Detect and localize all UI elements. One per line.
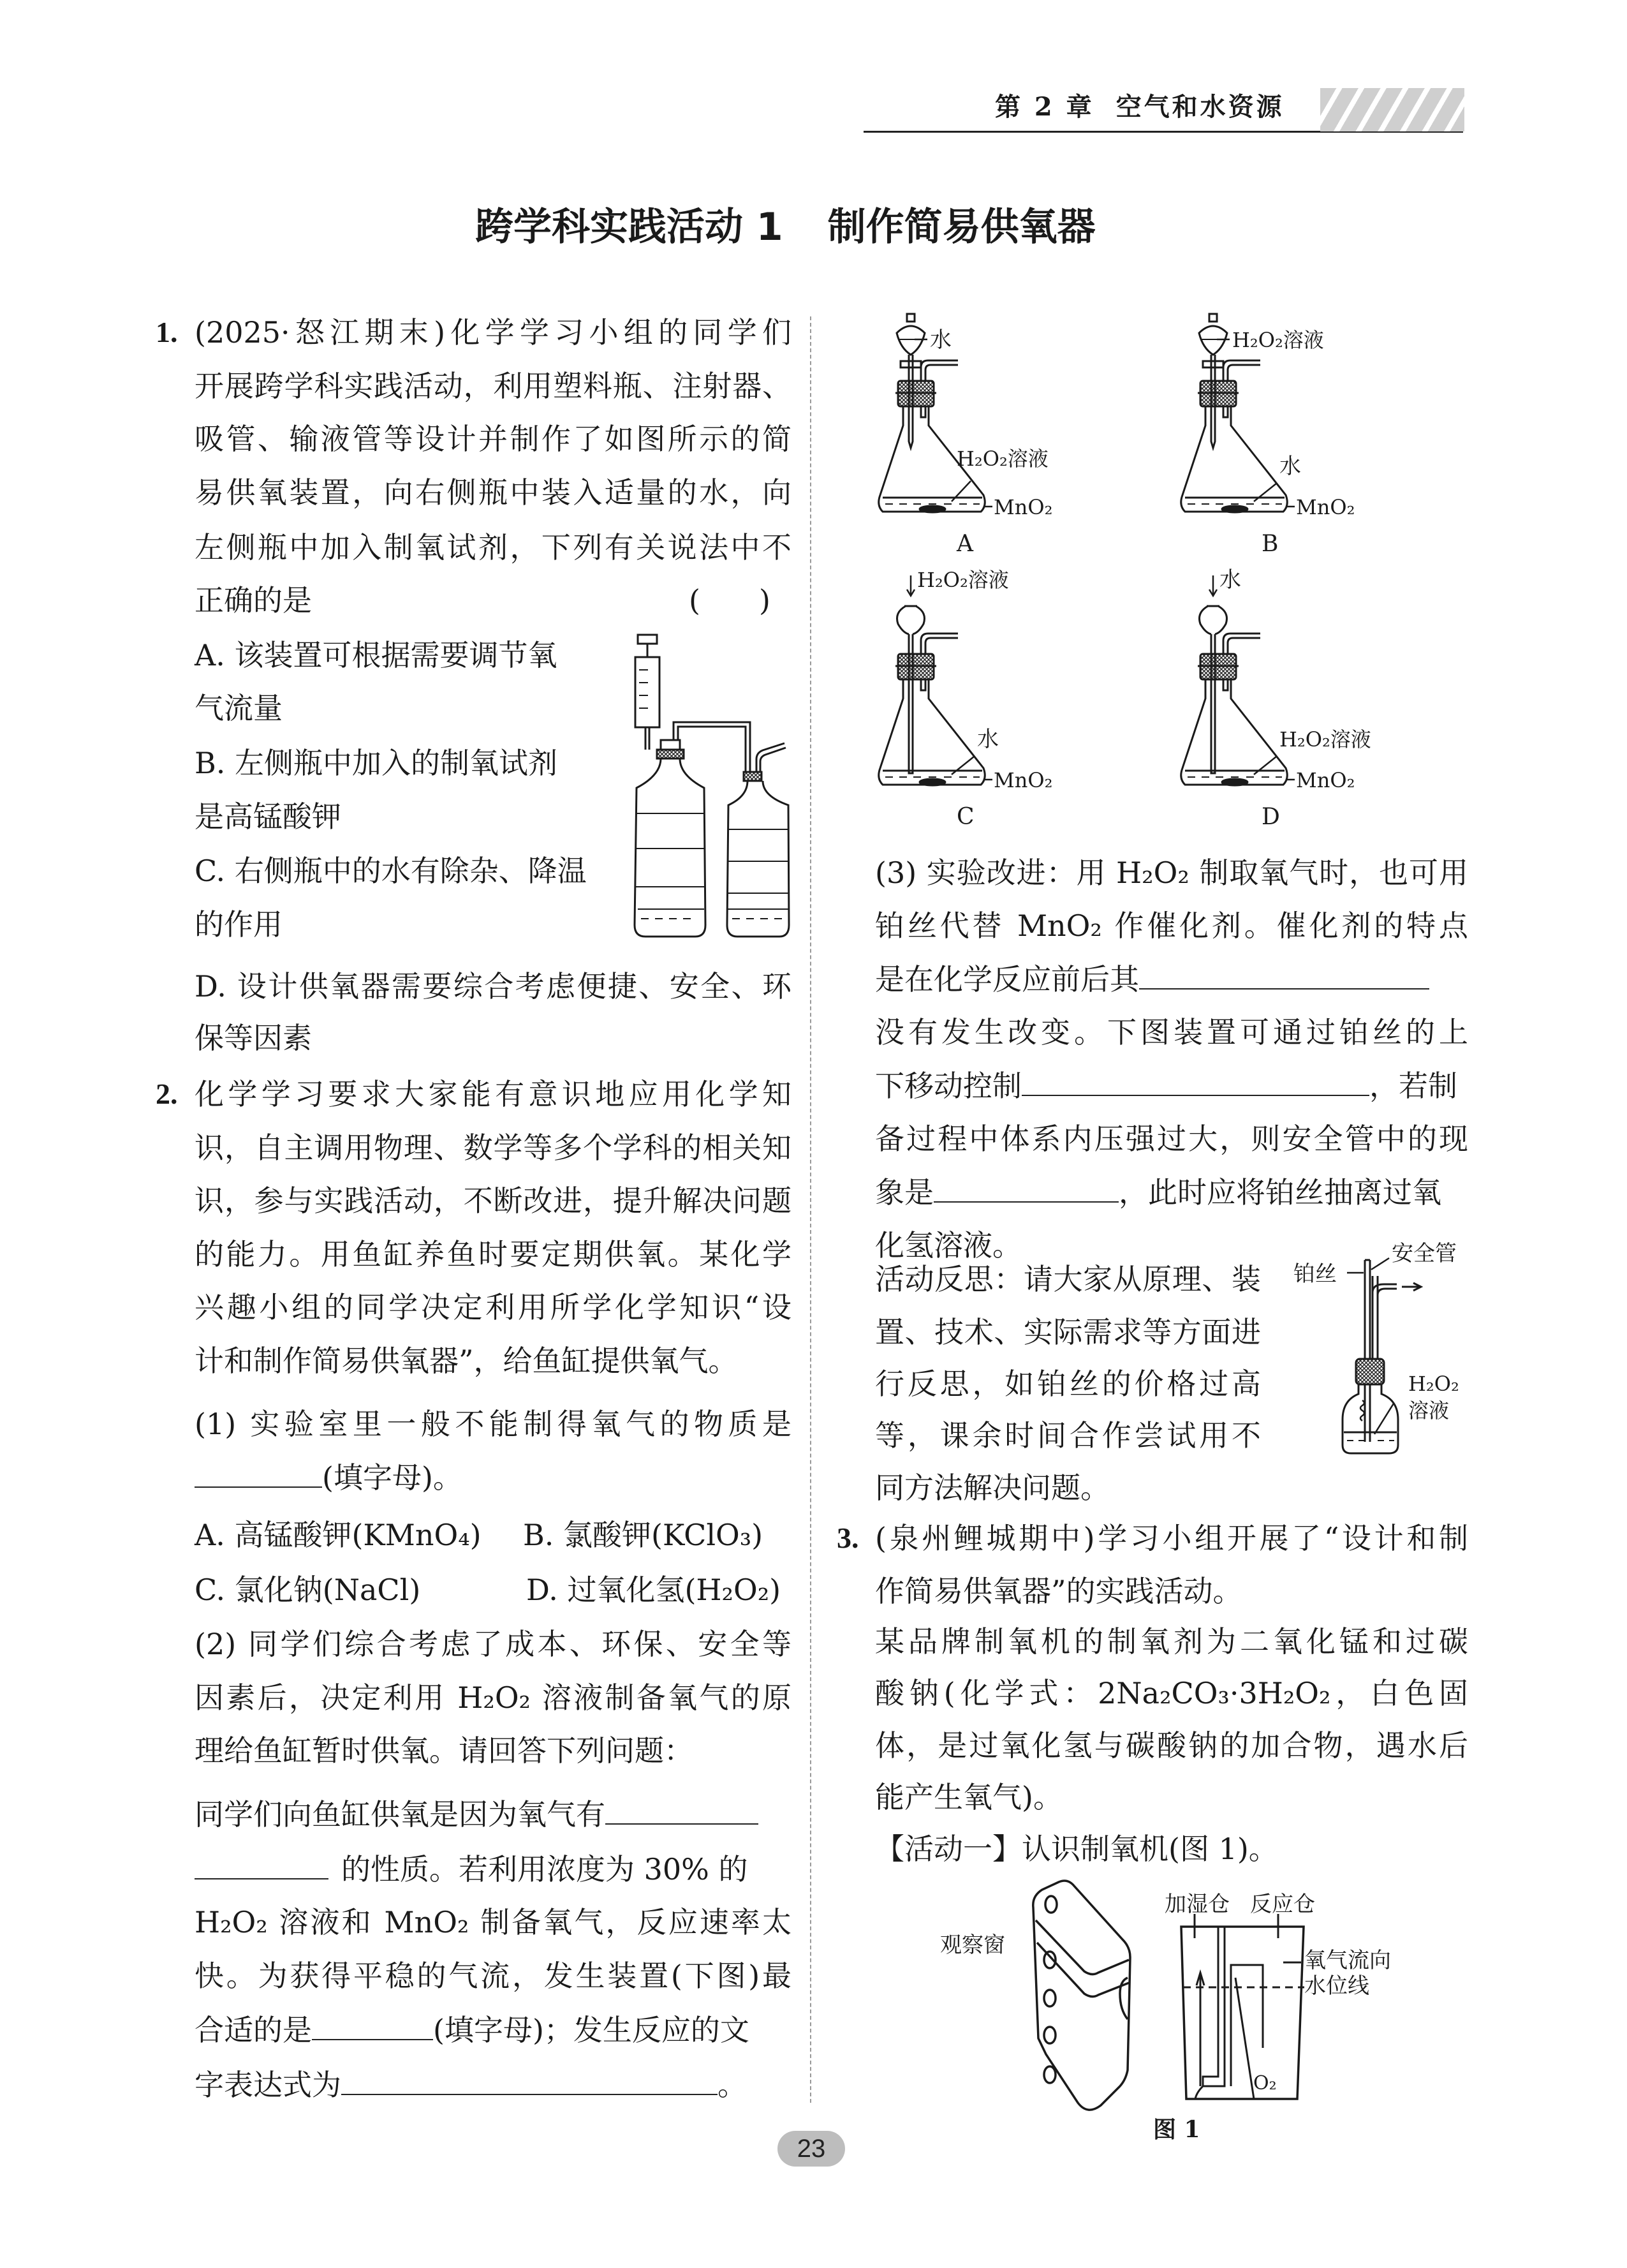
q1-option-d: D. 设计供氧器需要综合考虑便捷、安全、环 [195,969,791,1004]
reflection-line: 等，课余时间合作尝试用不 [875,1418,1261,1453]
q1-stem-line: 开展跨学科实践活动，利用塑料瓶、注射器、 [195,369,791,403]
q2-option-d: D. 过氧化氢(H₂O₂) [526,1573,781,1607]
q2-stem-line: 识，参与实践活动，不断改进，提升解决问题 [195,1183,791,1218]
q2-part2-line: (2) 同学们综合考虑了成本、环保、安全等 [195,1627,791,1661]
flask-c-mid-label: 水 [977,727,999,752]
flask-a-letter: A [957,531,973,557]
q2-stem-line: 化学学习要求大家能有意识地应用化学知 [195,1077,791,1111]
answer-bracket[interactable]: ( ) [689,583,770,618]
text: 合适的是 [195,2013,312,2047]
text: 同学们向鱼缸供氧是因为氧气有 [195,1797,605,1832]
text: ，此时应将铂丝抽离过氧 [1119,1175,1441,1210]
solution-label: 溶液 [1408,1398,1450,1423]
q1-option-c: 的作用 [195,907,283,942]
solution-label: H₂O₂ [1408,1372,1459,1396]
reaction-chamber-label: 反应仓 [1250,1892,1315,1917]
arrow-down-icon [907,575,915,596]
water-level-label: 水位线 [1304,1973,1369,1999]
q2-part2-line: 因素后，决定利用 H₂O₂ 溶液制备氧气的原 [195,1680,791,1715]
q1-stem-line: 左侧瓶中加入制氧试剂，下列有关说法中不 [195,530,791,565]
q3-line: (泉州鲤城期中)学习小组开展了“设计和制 [875,1521,1468,1555]
q1-stem-line: (2025·怒江期末)化学学习小组的同学们 [195,315,791,350]
flask-b-letter: B [1262,531,1279,557]
flask-a-solid-label: MnO₂ [994,495,1053,519]
platinum-wire-label: 铂丝 [1293,1261,1337,1287]
chapter-number: 第 2 章 [995,92,1094,122]
q2-part2-line: 理给鱼缸暂时供氧。请回答下列问题： [195,1733,693,1768]
activity-title: 跨学科实践活动 1 [475,205,783,249]
text: 下移动控制 [875,1069,1022,1103]
text: 。 [718,2068,747,2102]
q3-line: 酸钠(化学式：2Na₂CO₃·3H₂O₂，白色固 [875,1676,1468,1710]
q2-part1-question: (1) 实验室里一般不能制得氧气的物质是 [195,1407,791,1441]
text: 是在化学反应前后其 [875,962,1139,997]
topic-title: 制作简易供氧器 [827,205,1096,249]
q1-option-a: 气流量 [195,691,283,725]
q2-option-b: B. 氯酸钾(KClO₃) [523,1518,763,1552]
q2-stem-line: 计和制作简易供氧器”，给鱼缸提供氧气。 [195,1344,738,1378]
humidifier-chamber-label: 加湿仓 [1165,1892,1230,1917]
question-number: 3. [837,1522,859,1554]
reflection-line: 置、技术、实际需求等方面进 [875,1315,1261,1349]
flask-a-top-label: 水 [930,327,952,353]
q2-part2-line: H₂O₂ 溶液和 MnO₂ 制备氧气，反应速率太 [195,1905,791,1939]
flask-c-top-label: H₂O₂溶液 [917,568,1009,592]
question-number: 1. [156,316,178,348]
reflection-line: 活动反思：请大家从原理、装 [875,1262,1261,1296]
flask-d-top-label: 水 [1219,567,1241,593]
text: 象是 [875,1175,934,1210]
q2-part2-line: 快。为获得平稳的气流，发生装置(下图)最 [195,1959,791,1993]
chapter-title: 空气和水资源 [1115,92,1285,122]
q2-part3-line: (3) 实验改进：用 H₂O₂ 制取氧气时，也可用 [875,856,1468,890]
q1-option-b: 是高锰酸钾 [195,799,341,834]
text: 的性质。若利用浓度为 30% 的 [341,1852,748,1886]
flask-b-mid-label: 水 [1279,454,1301,479]
flask-d-mid-label: H₂O₂溶液 [1279,727,1371,752]
q1-stem-line: 吸管、输液管等设计并制作了如图所示的简 [195,422,791,456]
reflection-line: 行反思，如铂丝的价格过高 [875,1367,1261,1401]
q2-part3-line: 没有发生改变。下图装置可通过铂丝的上 [875,1015,1468,1049]
arrow-down-icon [1209,575,1217,596]
text: 字表达式为 [195,2068,341,2102]
figure-caption: 图 1 [1153,2116,1200,2143]
flask-apparatus-b [1181,314,1355,557]
q2-option-a: A. 高锰酸钾(KMnO₄) [195,1518,482,1552]
question-number: 2. [156,1078,178,1110]
flask-apparatus-d [1181,567,1371,830]
q3-line: 作简易供氧器”的实践活动。 [875,1574,1242,1608]
q1-stem-line: 易供氧装置，向右侧瓶中装入适量的水，向 [195,475,791,510]
flask-d-solid-label: MnO₂ [1296,768,1355,792]
flask-apparatus-c [879,568,1053,830]
flask-c-solid-label: MnO₂ [994,768,1053,792]
arrow-right-icon [1402,1283,1421,1291]
q3-line: 能产生氧气)。 [875,1780,1063,1814]
q2-stem-line: 的能力。用鱼缸养鱼时要定期供氧。某化学 [195,1237,791,1271]
oxygen-flow-label: 氧气流向 [1304,1948,1391,1973]
q1-stem-line: 正确的是 [195,583,312,618]
q3-line: 某品牌制氧机的制氧剂为二氧化锰和过碳 [875,1624,1468,1659]
q1-option-d: 保等因素 [195,1021,312,1055]
flask-d-letter: D [1262,804,1280,830]
q1-option-b: B. 左侧瓶中加入的制氧试剂 [195,746,558,780]
flask-apparatus-a [879,314,1053,557]
flask-c-letter: C [957,804,975,830]
safety-tube-label: 安全管 [1392,1241,1457,1266]
text: (填字母)；发生反应的文 [433,2013,749,2047]
q1-oxygen-device-figure [635,635,789,937]
observation-window-label: 观察窗 [940,1932,1005,1958]
page-number: 23 [777,2131,845,2167]
q1-option-c: C. 右侧瓶中的水有除杂、降温 [195,854,587,888]
q3-activity-heading: 【活动一】认识制氧机(图 1)。 [875,1832,1278,1866]
q2-stem-line: 兴趣小组的同学决定利用所学化学知识“设 [195,1290,791,1324]
platinum-wire-apparatus-figure [1343,1258,1421,1453]
q2-stem-line: 识，自主调用物理、数学等多个学科的相关知 [195,1130,791,1165]
text: ，若制 [1369,1069,1457,1103]
q3-line: 体，是过氧化氢与碳酸钠的加合物，遇水后 [875,1728,1468,1763]
reflection-line: 同方法解决问题。 [875,1471,1110,1505]
q2-part3-line: 备过程中体系内压强过大，则安全管中的现 [875,1122,1468,1156]
o2-label: O₂ [1253,2072,1277,2094]
q2-part3-line: 化氢溶液。 [875,1228,1022,1263]
flask-b-top-label: H₂O₂溶液 [1232,328,1324,352]
flask-b-solid-label: MnO₂ [1296,495,1355,519]
flask-a-mid-label: H₂O₂溶液 [957,447,1049,471]
q2-part3-line: 铂丝代替 MnO₂ 作催化剂。催化剂的特点 [875,908,1468,943]
blank-suffix: (填字母)。 [322,1460,462,1495]
q1-option-a: A. 该装置可根据需要调节氧 [195,638,557,672]
q2-option-c: C. 氯化钠(NaCl) [195,1573,421,1607]
